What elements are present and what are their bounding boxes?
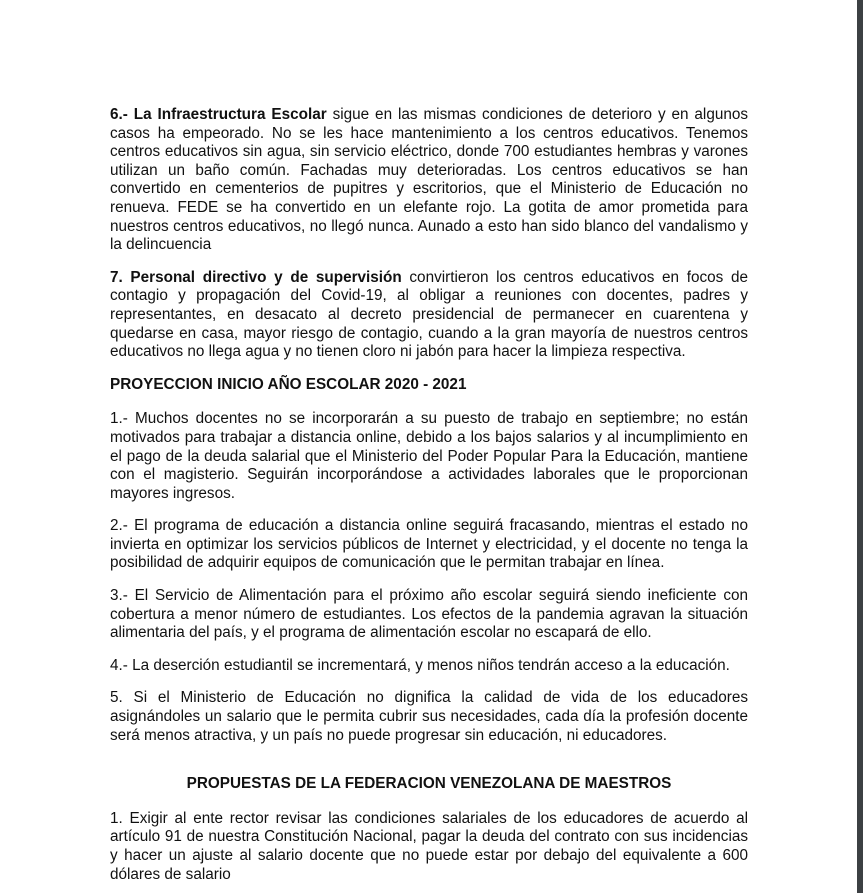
projection-item-4: 4.- La deserción estudiantil se incrementará, y menos niños tendrán acceso a la educación. bbox=[110, 656, 730, 674]
projection-item-2: 2.- El programa de educación a distancia online seguirá fracasando, mientras el estado no invierta en optimizar los servicios públicos de Internet y electricidad, y el docente no tenga la posibilidad de adquirir equipos de comunicación que le permitan trabajar en línea. bbox=[110, 517, 748, 572]
projection-item-1: 1.- Muchos docentes no se incorporarán a su puesto de trabajo en septiembre; no están motivados para trabajar a distancia online, debido a los bajos salarios y al incumplimiento en el pago de la deuda salarial que el Ministerio del Poder Popular Para la Educación, mantiene con el magisterio. Seguirán incorporándose a actividades laborales que le proporcionan mayores ingresos. bbox=[110, 410, 748, 502]
projection-item-5: 5. Si el Ministerio de Educación no dignifica la calidad de vida de los educadores asignándoles un salario que le permita cubrir sus necesidades, cada día la profesión docente será menos atractiva, y un país no puede progresar sin educación, ni educadores. bbox=[110, 689, 748, 744]
projection-item-3: 3.- El Servicio de Alimentación para el próximo año escolar seguirá siendo ineficiente con cobertura a menor número de estudiantes. Los efectos de la pandemia agravan la situación alimentaria del país, y el programa de alimentación escolar no escapará de ello. bbox=[110, 587, 748, 642]
paragraph-6-lead: 6.- La Infraestructura Escolar bbox=[110, 106, 327, 123]
paragraph-7-body: convirtieron los centros educativos en focos de contagio y propagación del Covid-19, al obligar a reuniones con docentes, padres y representantes, en desacato al decreto presidencial de permanecer en cuarentena y quedarse en casa, mayor riesgo de contagio, cuando a la gran mayoría de nuestros centros educativos no llega agua y no tienen cloro ni jabón para hacer la limpieza respectiva. bbox=[110, 268, 748, 361]
heading-propuestas-federacion: PROPUESTAS DE LA FEDERACION VENEZOLANA DE MAESTROS bbox=[186, 775, 672, 793]
document-text-column bbox=[110, 106, 748, 893]
scrollbar[interactable] bbox=[857, 0, 863, 893]
paragraph-7-lead: 7. Personal directivo y de supervisión bbox=[110, 268, 402, 286]
heading-proyeccion-inicio-ano-escolar: PROYECCION INICIO AÑO ESCOLAR 2020 - 2021 bbox=[110, 375, 467, 393]
paragraph-7-personal-directivo bbox=[110, 269, 748, 362]
paragraph-6-body: sigue en las mismas condiciones de deterioro y en algunos casos ha empeorado. No se les hace mantenimiento a los centros educativos. Tenemos centros educativos sin agua, sin servicio eléctrico, donde 700 estudiantes hembras y varones utilizan un baño común. Fachadas muy deterioradas. Los centros educativos se han convertido en cementerios de pupitres y escritorios, que el Ministerio de Educación no renueva. FEDE se ha convertido en un elefante rojo. La gotita de amor prometida para nuestros centros educativos, no llegó nunca. Aunado a esto han sido blanco del vandalismo y la delincuencia bbox=[110, 106, 749, 254]
paragraph-6-infraestructura bbox=[110, 106, 748, 255]
proposal-item-1: 1. Exigir al ente rector revisar las condiciones salariales de los educadores de acuerdo al artículo 91 de nuestra Constitución Nacional, pagar la deuda del contrato con sus incidencias y hacer un ajuste al salario docente que no puede estar por debajo del equivalente a 600 dólares de salario bbox=[110, 809, 748, 883]
